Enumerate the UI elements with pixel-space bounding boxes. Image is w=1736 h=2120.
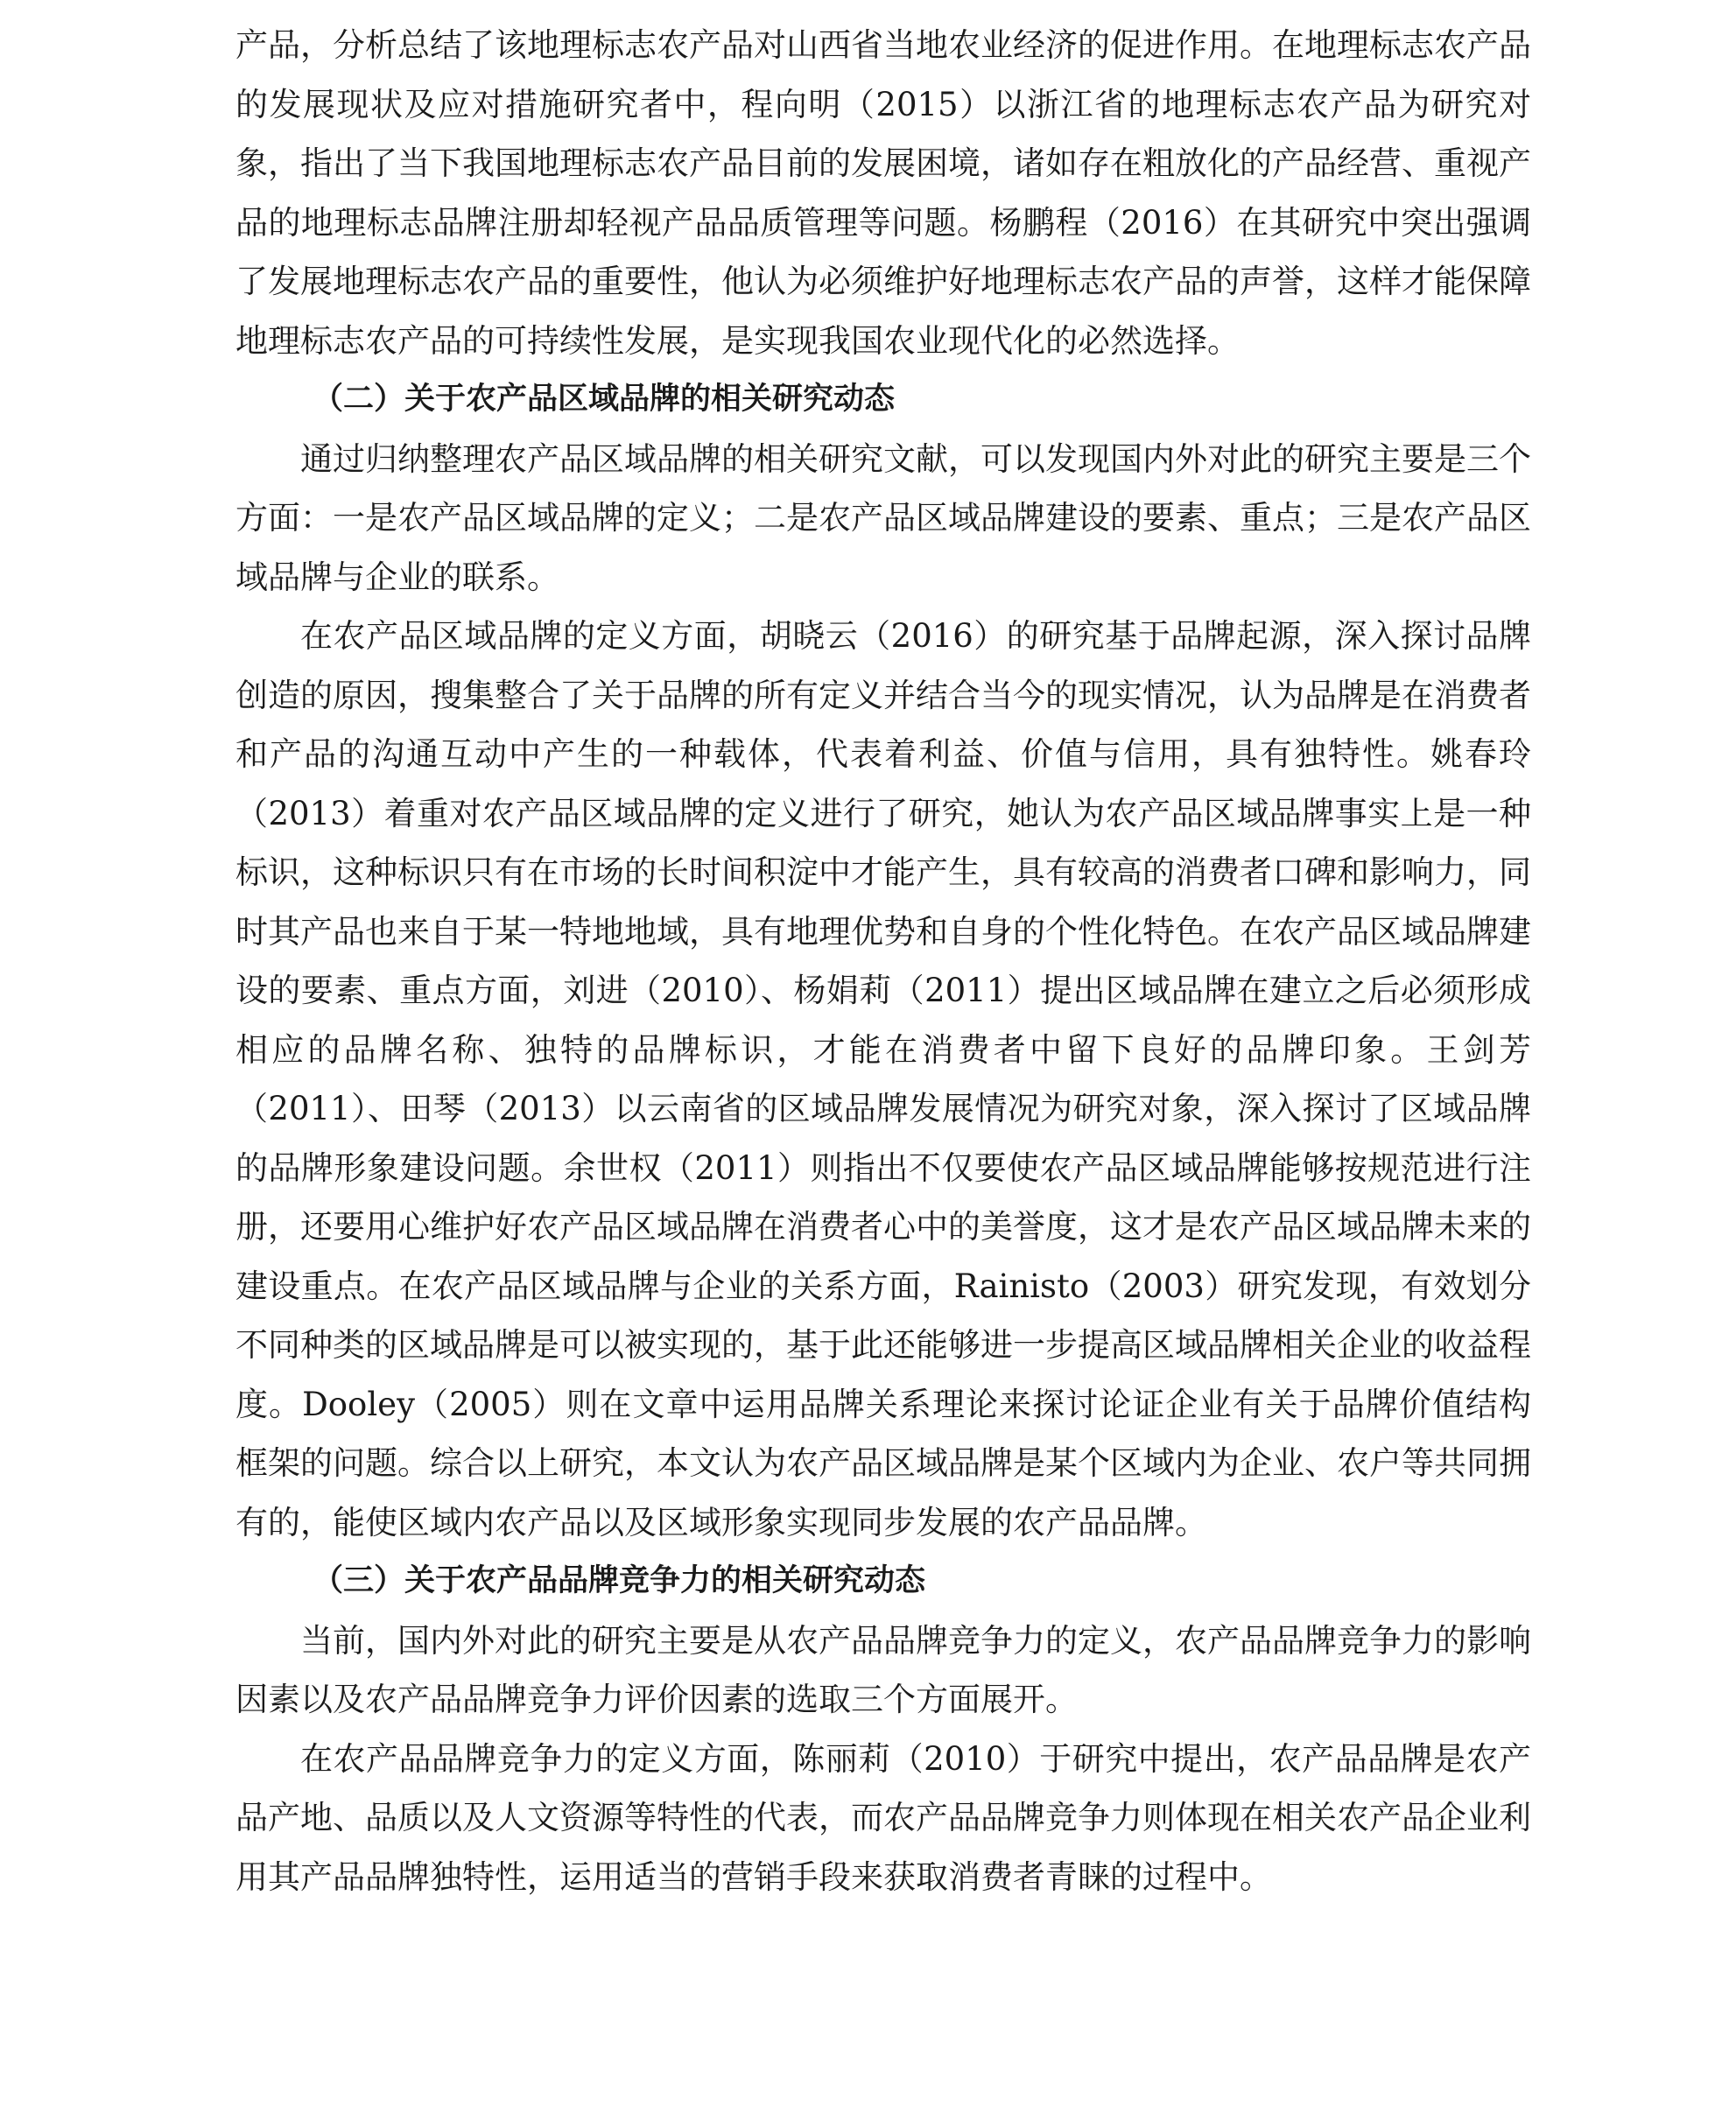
section-heading-brand-competitiveness: （三）关于农产品品牌竞争力的相关研究动态 — [313, 1563, 926, 1598]
paragraph-regional-brand-overview: 通过归纳整理农产品区域品牌的相关研究文献，可以发现国内外对此的研究主要是三个方面：一是农产品区域品牌的定义；二是农产品区域品牌建设的要素、重点；三是农产品区域品牌与企业的联系。 — [235, 439, 1531, 596]
document-page — [235, 16, 1531, 1906]
paragraph-competitiveness-definition: 在农产品品牌竞争力的定义方面，陈丽莉（2010）于研究中提出，农产品品牌是农产品产地、品质以及人文资源等特性的代表，而农产品品牌竞争力则体现在相关农产品企业利用其产品品牌独特性，运用适当的营销手段来获取消费者青睐的过程中。 — [235, 1739, 1531, 1896]
paragraph-competitiveness-overview: 当前，国内外对此的研究主要是从农产品品牌竞争力的定义，农产品品牌竞争力的影响因素以及农产品品牌竞争力评价因素的选取三个方面展开。 — [235, 1621, 1531, 1718]
paragraph-regional-brand-definition: 在农产品区域品牌的定义方面，胡晓云（2016）的研究基于品牌起源，深入探讨品牌创造的原因，搜集整合了关于品牌的所有定义并结合当今的现实情况，认为品牌是在消费者和产品的沟通互动中产生的一种载体，代表着利益、价值与信用，具有独特性。姚春玲（2013）着重对农产品区域品牌的定义进行了研究，她认为农产品区域品牌事实上是一种标识，这种标识只有在市场的长时间积淀中才能产生，具有较高的消费者口碑和影响力，同时其产品也来自于某一特地地域，具有地理优势和自身的个性化特色。在农产品区域品牌建设的要素、重点方面，刘进（2010）、杨娟莉（2011）提出区域品牌在建立之后必须形成相应的品牌名称、独特的品牌标识，才能在消费者中留下良好的品牌印象。王剑芳（2011）、田琴（2013）以云南省的区域品牌发展情况为研究对象，深入探讨了区域品牌的品牌形象建设问题。余世权（2011）则指出不仅要使农产品区域品牌能够按规范进行注册，还要用心维护好农产品区域品牌在消费者心中的美誉度，这才是农产品区域品牌未来的建设重点。在农产品区域品牌与企业的关系方面，Rainisto（2003）研究发现，有效划分不同种类的区域品牌是可以被实现的，基于此还能够进一步提高区域品牌相关企业的收益程度。Dooley（2005）则在文章中运用品牌关系理论来探讨论证企业有关于品牌价值结构框架的问题。综合以上研究，本文认为农产品区域品牌是某个区域内为企业、农户等共同拥有的，能使区域内农产品以及区域形象实现同步发展的农产品品牌。 — [235, 617, 1531, 1541]
section-heading-regional-brand: （二）关于农产品区域品牌的相关研究动态 — [313, 382, 896, 417]
paragraph-geo-indication-summary: 产品，分析总结了该地理标志农产品对山西省当地农业经济的促进作用。在地理标志农产品的发展现状及应对措施研究者中，程向明（2015）以浙江省的地理标志农产品为研究对象，指出了当下我国地理标志农产品目前的发展困境，诸如存在粗放化的产品经营、重视产品的地理标志品牌注册却轻视产品品质管理等问题。杨鹏程（2016）在其研究中突出强调了发展地理标志农产品的重要性，他认为必须维护好地理标志农产品的声誉，这样才能保障地理标志农产品的可持续性发展，是实现我国农业现代化的必然选择。 — [235, 26, 1531, 360]
